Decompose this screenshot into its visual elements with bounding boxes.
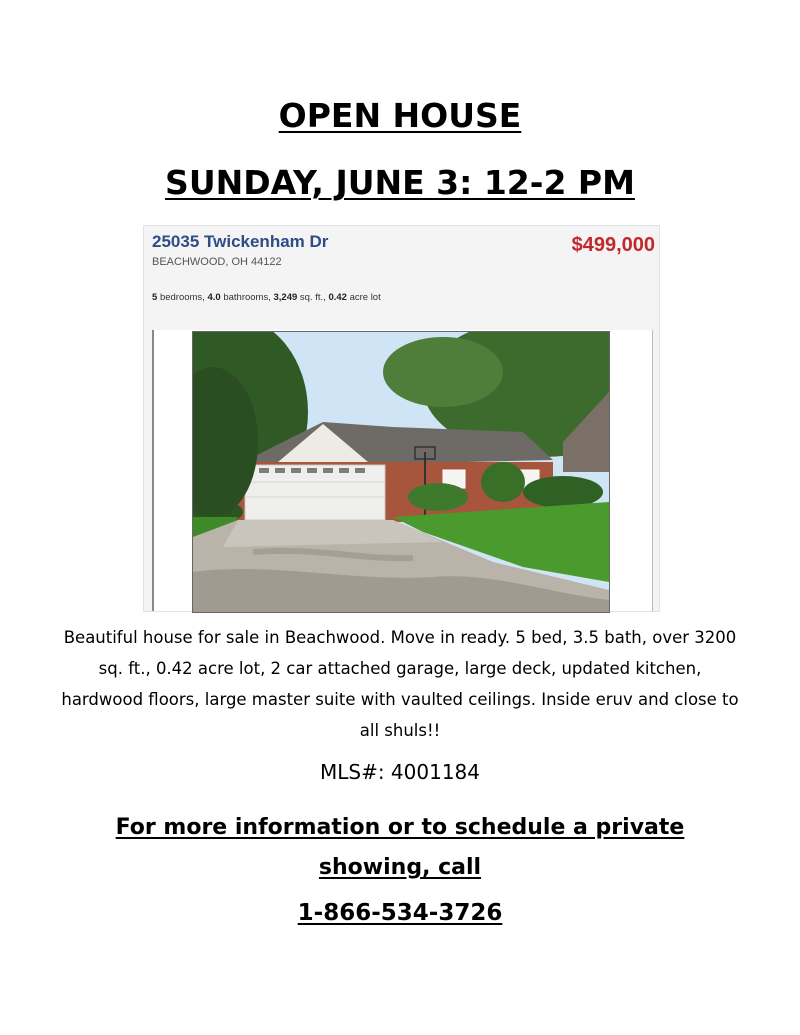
listing-address: 25035 Twickenham Dr [152,232,329,251]
listing-price: $499,000 [571,234,655,256]
photo-frame [152,330,653,611]
phone-number[interactable]: 1-866-534-3726 [297,900,503,926]
bathrooms-value: 4.0 [207,292,221,303]
description: Beautiful house for sale in Beachwood. Move in ready. 5 bed, 3.5 bath, over 3200 sq. ft., 0.42 acre lot, 2 car attached garage, large deck, updated kitchen, hardwood floors, large master suite with vaulted ceilings. Inside eruv and close to all shuls!! [61,628,739,740]
bedrooms-label: bedrooms, [159,292,205,303]
date-time-heading: SUNDAY, JUNE 3: 12-2 PM [165,163,635,202]
bedrooms-value: 5 [152,292,158,303]
sqft-label: sq. ft., [299,292,326,303]
open-house-heading: OPEN HOUSE [278,96,522,135]
listing-card [143,225,660,612]
sqft-value: 3,249 [273,292,298,303]
mls-number: MLS#: 4001184 [319,760,481,784]
house-photo [192,331,610,613]
lot-value: 0.42 [328,292,347,303]
contact-prompt: For more information or to schedule a private showing, call [115,815,685,880]
listing-specs [152,292,381,303]
bathrooms-label: bathrooms, [223,292,271,303]
listing-city: BEACHWOOD, OH 44122 [152,256,282,268]
lot-label: acre lot [349,292,381,303]
